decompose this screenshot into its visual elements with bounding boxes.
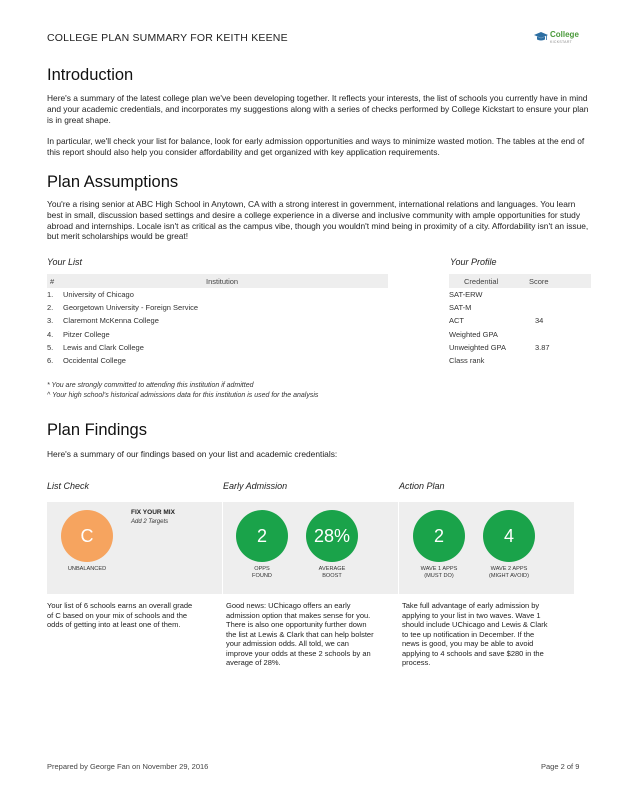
prepared-by: Prepared by George Fan on November 29, 2016 xyxy=(47,762,209,771)
footnote-historical-data: ^ Your high school's historical admissions data for this institution is used for the analysis xyxy=(47,392,319,399)
boost-label-line2: BOOST xyxy=(322,573,342,579)
wave2-label xyxy=(474,566,544,580)
col-credential-header: Credential xyxy=(464,277,499,286)
list-item-number: 6. xyxy=(47,356,54,365)
average-boost-label xyxy=(302,566,362,580)
wave1-label-line1: WAVE 1 APPS xyxy=(420,566,458,572)
wave1-label xyxy=(404,566,474,580)
profile-credential: ACT xyxy=(449,316,464,326)
profile-credential: SAT-ERW xyxy=(449,290,483,299)
college-kickstart-logo xyxy=(534,29,594,49)
list-item-number: 4. xyxy=(47,329,54,339)
boost-label-line1: AVERAGE xyxy=(318,566,346,572)
early-admission-description: Good news: UChicago offers an early admission option that makes sense for you. There is also one opportunity further down the list at Lewis & Clark that can help bolster your admission odds. All told, we can improve your odds at these 2 schools by an average of 28%. xyxy=(226,601,374,667)
footnote-committed: * You are strongly committed to attending this institution if admitted xyxy=(47,382,254,389)
findings-intro: Here's a summary of our findings based on your list and academic credentials: xyxy=(47,449,338,459)
early-admission-panel xyxy=(223,502,398,594)
profile-credential: SAT-M xyxy=(449,303,472,313)
list-item-institution: University of Chicago xyxy=(63,290,134,299)
opps-found-label xyxy=(232,566,292,580)
list-item-number: 1. xyxy=(47,290,54,299)
profile-credential: Weighted GPA xyxy=(449,329,498,339)
action-plan-title: Action Plan xyxy=(399,481,445,491)
list-item-number: 2. xyxy=(47,303,54,313)
early-admission-title: Early Admission xyxy=(223,481,288,491)
introduction-paragraph-1: Here's a summary of the latest college plan we've been developing together. It reflects your interests, the list of schools you currently have in mind and your academic credentials, and incorporates my suggestions along with a series of checks performed by College Kickstart to ensure your plan is in great shape. xyxy=(47,93,589,125)
logo-text: College xyxy=(550,30,579,39)
wave2-label-line1: WAVE 2 APPS xyxy=(490,566,528,572)
action-plan-description: Take full advantage of early admission by applying to your list in two waves. Wave 1 should include UChicago and Lewis & Clark to tee up notification in December. If the news is good, you may be able to avoid applying to 4 schools and save $280 in the process. xyxy=(402,601,548,667)
findings-heading: Plan Findings xyxy=(47,421,147,439)
list-item-institution: Georgetown University - Foreign Service xyxy=(63,303,199,313)
profile-score: 34 xyxy=(535,316,544,326)
wave1-label-line2: (MUST DO) xyxy=(424,573,454,579)
introduction-paragraph-2: In particular, we'll check your list for balance, look for early admission opportunities and ways to minimize wasted motion. The tables at the end of this report should also help you consider affordability and get organized with key application requirements. xyxy=(47,136,585,157)
your-profile-header xyxy=(449,274,591,288)
document-title: COLLEGE PLAN SUMMARY FOR KEITH KEENE xyxy=(47,32,288,44)
graduation-cap-icon xyxy=(534,31,548,43)
your-list-header xyxy=(47,274,388,288)
your-list-title: Your List xyxy=(47,257,83,267)
assumptions-heading: Plan Assumptions xyxy=(47,173,179,191)
list-item-institution: Claremont McKenna College xyxy=(63,316,159,326)
profile-credential: Unweighted GPA xyxy=(449,342,506,352)
logo-subtext: KICKSTART xyxy=(550,40,573,44)
opps-found-circle: 2 xyxy=(236,510,288,562)
profile-credential: Class rank xyxy=(449,356,485,365)
list-check-panel xyxy=(47,502,222,594)
col-score-header: Score xyxy=(529,277,549,286)
list-check-description: Your list of 6 schools earns an overall grade of C based on your mix of schools and the odds of getting into at least one of them. xyxy=(47,601,193,629)
opps-label-line2: FOUND xyxy=(252,573,272,579)
list-item-institution: Pitzer College xyxy=(63,329,110,339)
profile-score: 3.87 xyxy=(535,342,550,352)
your-profile-title: Your Profile xyxy=(450,257,497,267)
add-targets-label: Add 2 Targets xyxy=(131,519,169,525)
assumptions-paragraph: You're a rising senior at ABC High School in Anytown, CA with a strong interest in government, international relations and languages. You learn best in small, discussion based settings and desire a college experience in a diverse and inclusive community with ample opportunities for study abroad and internships. Locale isn't as critical as the campus vibe, though you wouldn't mind being in proximity of a city. Affordability isn't an issue, but merit scholarships would be great! xyxy=(47,199,589,242)
wave2-circle: 4 xyxy=(483,510,535,562)
col-num-header: # xyxy=(50,277,55,286)
list-item-institution: Occidental College xyxy=(63,356,126,365)
action-plan-panel xyxy=(399,502,574,594)
grade-label: UNBALANCED xyxy=(67,566,107,572)
list-item-number: 3. xyxy=(47,316,54,326)
page-number: Page 2 of 9 xyxy=(541,762,580,771)
col-institution-header: Institution xyxy=(206,277,239,286)
wave2-label-line2: (MIGHT AVOID) xyxy=(489,573,529,579)
list-check-title: List Check xyxy=(47,481,90,491)
list-item-institution: Lewis and Clark College xyxy=(63,342,144,352)
opps-label-line1: OPPS xyxy=(254,566,270,572)
fix-your-mix-label: FIX YOUR MIX xyxy=(131,509,175,516)
introduction-heading: Introduction xyxy=(47,66,134,84)
grade-circle: C xyxy=(61,510,113,562)
wave1-circle: 2 xyxy=(413,510,465,562)
list-item-number: 5. xyxy=(47,342,54,352)
average-boost-circle: 28% xyxy=(306,510,358,562)
